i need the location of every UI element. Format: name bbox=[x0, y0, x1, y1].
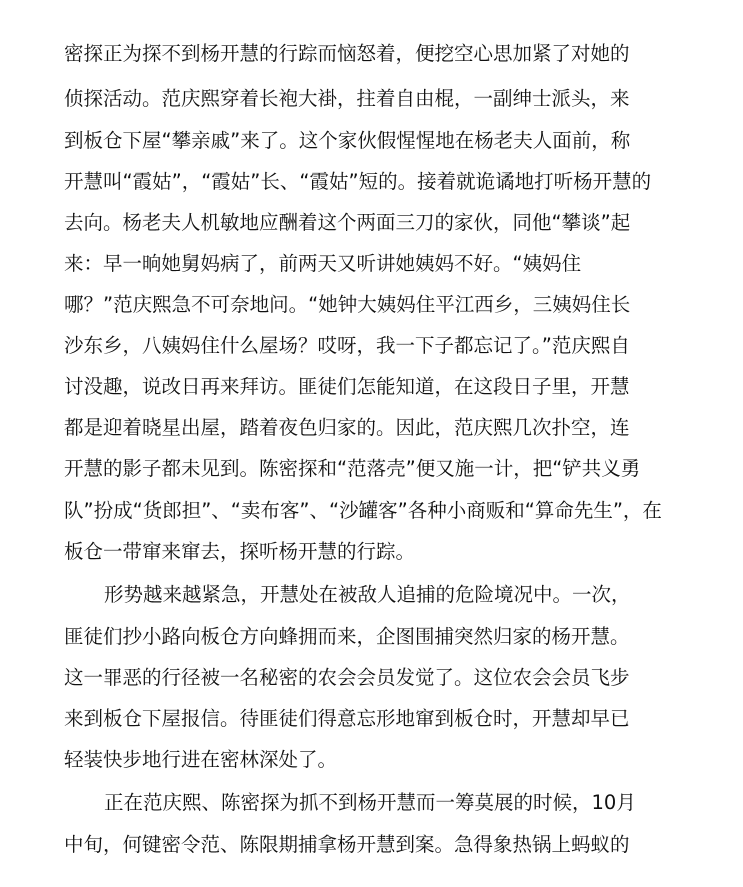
text-line: 来：早一晌她舅妈病了，前两天又听讲她姨妈不好。“姨妈住 bbox=[64, 252, 582, 275]
text-line: 开慧的影子都未见到。陈密探和“范落壳”便又施一计，把“铲共义勇 bbox=[64, 457, 641, 480]
text-line: 队”扮成“货郎担”、“卖布客”、“沙罐客”各种小商贩和“算命先生”，在 bbox=[64, 499, 662, 522]
text-line: 讨没趣，说改日再来拜访。匪徒们怎能知道，在这段日子里，开慧 bbox=[64, 375, 630, 398]
text-line: 轻装快步地行进在密林深处了。 bbox=[64, 748, 338, 771]
text-line: 密探正为探不到杨开慧的行踪而恼怒着，便挖空心思加紧了对她的 bbox=[64, 42, 630, 65]
text-line: 去向。杨老夫人机敏地应酬着这个两面三刀的家伙，同他“攀谈”起 bbox=[64, 211, 631, 234]
text-line: 开慧叫“霞姑”，“霞姑”长、“霞姑”短的。接着就诡谲地打听杨开慧的 bbox=[64, 170, 652, 193]
text-line: 沙东乡，八姨妈住什么屋场？哎呀，我一下子都忘记了。”范庆熙自 bbox=[64, 334, 630, 357]
text-line: 来到板仓下屋报信。待匪徒们得意忘形地窜到板仓时，开慧却早已 bbox=[64, 707, 630, 730]
text-line: 板仓一带窜来窜去，探听杨开慧的行踪。 bbox=[64, 540, 416, 563]
paragraph-start-line: 正在范庆熙、陈密探为抓不到杨开慧而一筹莫展的时候，10月 bbox=[104, 791, 636, 814]
text-line: 中旬，何键密令范、陈限期捕拿杨开慧到案。急得象热锅上蚂蚁的 bbox=[64, 833, 630, 856]
text-line: 匪徒们抄小路向板仓方向蜂拥而来，企图围捕突然归家的杨开慧。 bbox=[64, 625, 630, 648]
text-line: 侦探活动。范庆熙穿着长袍大褂，拄着自由棍，一副绅士派头，来 bbox=[64, 87, 630, 110]
paragraph-start-line: 形势越来越紧急，开慧处在被敌人追捕的危险境况中。一次， bbox=[104, 583, 631, 606]
text-line: 到板仓下屋“攀亲戚”来了。这个家伙假惺惺地在杨老夫人面前，称 bbox=[64, 129, 631, 152]
text-line: 哪？”范庆熙急不可奈地问。“她钟大姨妈住平江西乡，三姨妈住长 bbox=[64, 293, 631, 316]
text-line: 都是迎着晓星出屋，踏着夜色归家的。因此，范庆熙几次扑空，连 bbox=[64, 416, 630, 439]
text-line: 这一罪恶的行径被一名秘密的农会会员发觉了。这位农会会员飞步 bbox=[64, 666, 630, 689]
